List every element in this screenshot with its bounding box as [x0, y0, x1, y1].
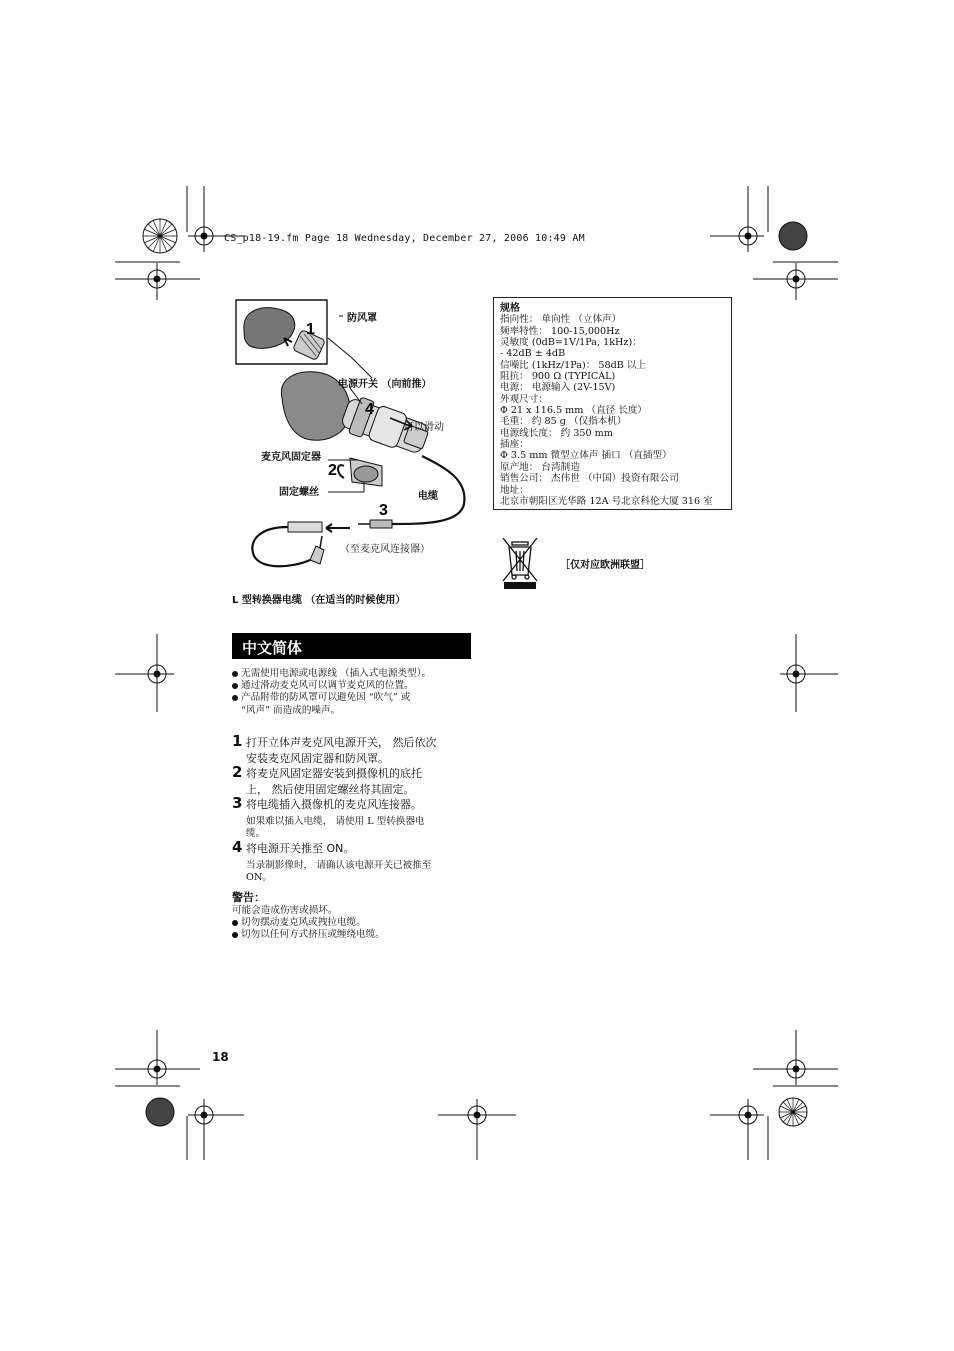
- callout-l-adapter: L 型转换器电缆 （在适当的时候使用）: [232, 595, 406, 606]
- spec-line: 外观尺寸：: [500, 393, 548, 405]
- crosshair-icon: [710, 186, 764, 252]
- step-1: [232, 732, 472, 767]
- warning-block: [232, 891, 477, 942]
- list-item: 通过滑动麦克风可以调节麦克风的位置。: [232, 680, 477, 692]
- figure-step-4: 4: [365, 401, 374, 418]
- callout-fixing-screw: 固定螺丝: [279, 487, 319, 498]
- crosshair-icon: [438, 1099, 516, 1160]
- step-note: 缆。: [246, 828, 266, 839]
- spec-line: 插座：: [500, 439, 529, 451]
- spec-line: 北京市朝阳区光华路 12A 号北京科伦大厦 316 室: [500, 495, 713, 507]
- warning-title: 警告：: [232, 891, 265, 904]
- figure-step-3: 3: [379, 502, 388, 519]
- callout-slidable: 可以滑动: [404, 422, 444, 433]
- step-text: 打开立体声麦克风电源开关， 然后依次: [246, 736, 437, 749]
- callout-cable: 电缆: [418, 491, 438, 502]
- step-note: 如果难以插入电缆， 请使用 L 型转换器电: [246, 816, 425, 827]
- callout-power-switch: 电源开关 （向前推）: [338, 379, 432, 390]
- step-number: 2: [232, 763, 243, 781]
- spec-line: Φ 3.5 mm 微型立体声 插口 （直插型）: [500, 450, 672, 462]
- crosshair-icon: [115, 263, 200, 300]
- page-number: 18: [212, 1050, 229, 1064]
- list-item: 无需使用电源或电源线 （插入式电源类型）。: [232, 668, 477, 680]
- file-header-line: CS_p18-19.fm Page 18 Wednesday, December 27, 2006 10:49 AM: [224, 233, 585, 244]
- list-item: 切勿以任何方式挤压或缠绕电缆。: [232, 929, 477, 941]
- figure-step-1: 1: [306, 321, 315, 338]
- spec-line: 电源线长度： 约 350 mm: [500, 427, 613, 439]
- spec-line: Φ 21 x 116.5 mm （直径 长度）: [500, 405, 648, 417]
- crosshair-icon: [115, 1030, 200, 1085]
- step-3: [232, 794, 472, 840]
- step-note: ON。: [246, 872, 272, 883]
- specifications-box: [493, 297, 732, 510]
- callout-to-mic-connector: （至麦克风连接器）: [340, 544, 430, 555]
- section-title: 中文简体: [232, 633, 471, 659]
- step-4: [232, 838, 472, 884]
- weee-bin-icon: [500, 535, 540, 591]
- registration-dot-icon: [779, 222, 807, 250]
- step-2: [232, 763, 472, 798]
- step-text: 上， 然后使用固定螺丝将其固定。: [246, 783, 415, 796]
- specifications-title: 规格: [500, 303, 520, 314]
- warning-intro: 可能会造成伤害或损坏。: [232, 905, 338, 916]
- registration-rosette-icon: [779, 1098, 807, 1126]
- step-number: 4: [232, 838, 243, 856]
- step-note: 当录制影像时， 请确认该电源开关已被推至: [246, 860, 432, 871]
- spec-line: 频率特性： 100-15,000Hz: [500, 325, 620, 337]
- spec-line: 指向性： 单向性 （立体声）: [500, 314, 622, 326]
- crosshair-icon: [753, 1030, 838, 1085]
- spec-line: 阻抗： 900 Ω (TYPICAL): [500, 371, 616, 383]
- feature-list: [232, 668, 477, 717]
- crosshair-icon: [710, 1099, 764, 1160]
- callout-windscreen: 防风罩: [347, 313, 377, 324]
- step-number: 3: [232, 794, 243, 812]
- callout-mic-holder: 麦克风固定器: [261, 452, 321, 463]
- registration-rosette-icon: [143, 219, 177, 253]
- list-item: 产品附带的防风罩可以避免因 “吹气” 或: [232, 692, 477, 704]
- crosshair-icon: [780, 634, 838, 712]
- crosshair-icon: [188, 1099, 244, 1160]
- registration-dot-icon: [146, 1098, 174, 1126]
- step-text: 将电源开关推至 ON。: [246, 842, 355, 855]
- spec-line: - 42dB ± 4dB: [500, 348, 566, 360]
- spec-line: 毛重： 约 85 g （仅指本机）: [500, 416, 627, 428]
- spec-line: 地址：: [500, 484, 529, 496]
- eu-only-note: ［仅对应欧洲联盟］: [560, 560, 650, 571]
- spec-line: 电源： 电源输入 (2V-15V): [500, 382, 616, 394]
- step-number: 1: [232, 732, 243, 750]
- step-text: 将电缆插入摄像机的麦克风连接器。: [246, 798, 422, 811]
- step-text: 将麦克风固定器安装到摄像机的底托: [246, 767, 422, 780]
- figure-step-2: 2: [328, 462, 337, 479]
- list-item-continuation: “风声” 而造成的噪声。: [241, 704, 341, 716]
- crosshair-icon: [115, 634, 174, 712]
- spec-line: 原产地： 台湾制造: [500, 461, 580, 473]
- step-text: 安装麦克风固定器和防风罩。: [246, 752, 389, 765]
- spec-line: 销售公司： 杰伟世 （中国）投资有限公司: [500, 473, 679, 485]
- crosshair-icon: [753, 263, 838, 300]
- spec-line: 灵敏度 (0dB=1V/1Pa, 1kHz)：: [500, 337, 642, 349]
- list-item: 切勿摆动麦克风或拽拉电缆。: [232, 917, 477, 929]
- spec-line: 信噪比 (1kHz/1Pa)： 58dB 以上: [500, 359, 647, 371]
